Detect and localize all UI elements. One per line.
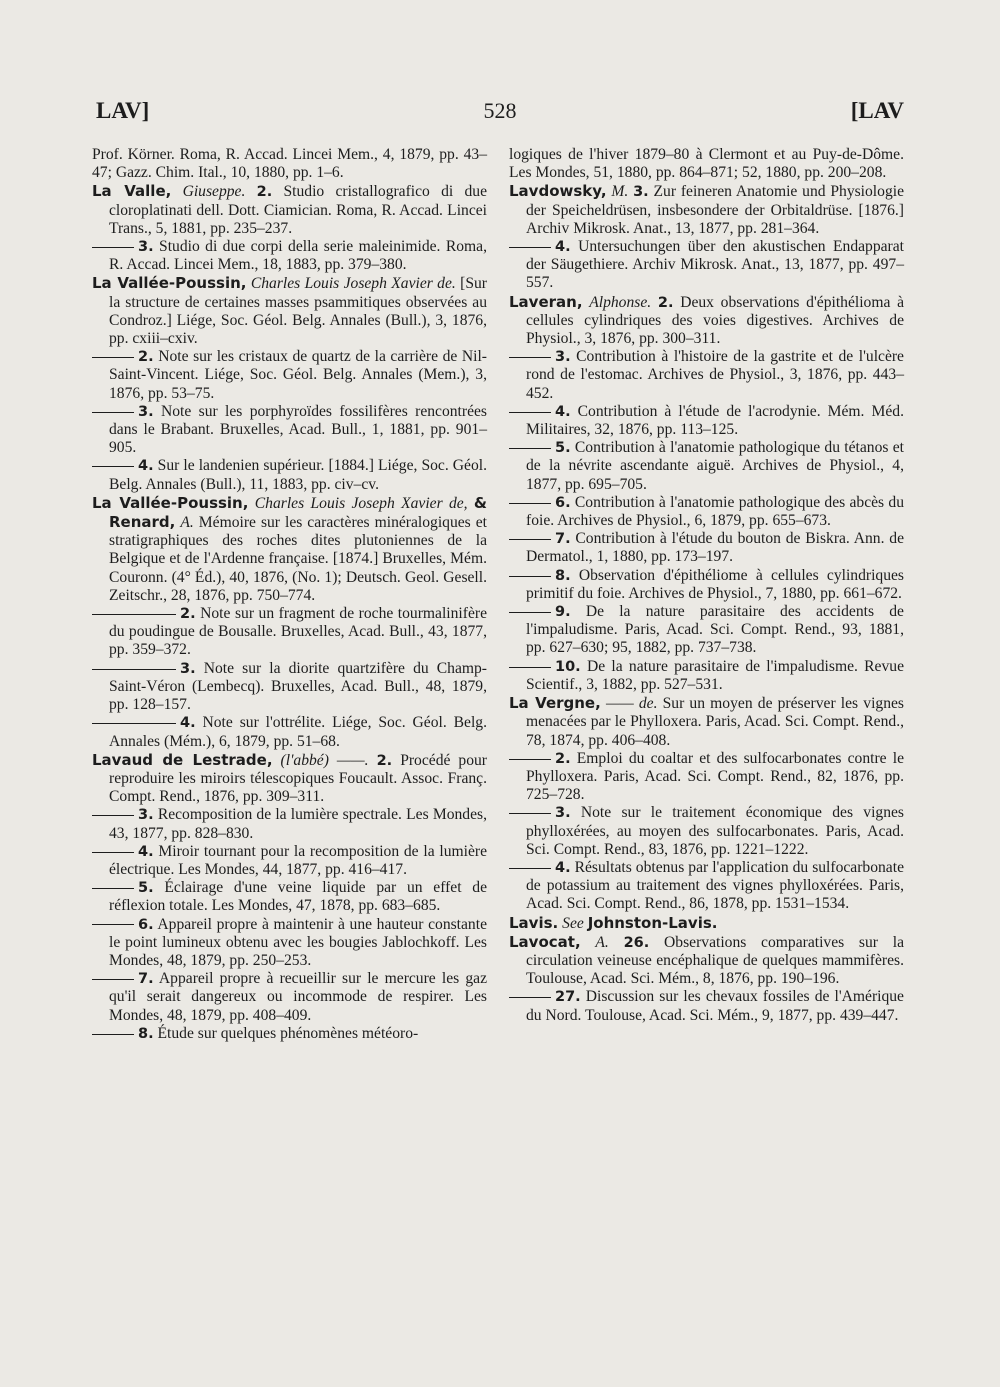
author-name: Lavdowsky,	[509, 182, 607, 201]
repeat-author-rule	[509, 412, 551, 413]
entry-text: Observations comparatives sur la circulation veineuse encéphalique de quelques mammifères. Toulouse, Acad. Sci. Mém., 8, 1876, pp. 190–196.	[526, 933, 904, 988]
entry-number: 2.	[555, 750, 571, 767]
entry-text: Note sur l'ottrélite. Liége, Soc. Géol. Belg. Annales (Mém.), 6, 1879, pp. 51–68.	[109, 714, 487, 750]
author-name: Lavis.	[509, 913, 559, 932]
author-given-name: M.	[611, 183, 629, 201]
author-name: Lavaud de Lestrade,	[92, 750, 273, 769]
repeat-author-rule	[92, 247, 134, 248]
author-given-name: Charles Louis Joseph Xavier de,	[254, 494, 468, 512]
bibliography-entry	[109, 238, 487, 274]
bibliography-entry	[526, 530, 904, 566]
bibliography-entry	[509, 182, 904, 238]
author-given-name: —— de.	[605, 695, 658, 713]
author-given-name: Giuseppe.	[182, 183, 246, 201]
entry-text: Studio di due corpi della serie maleinimide. Roma, R. Accad. Lincei Mem., 18, 1883, pp. 379–380.	[109, 238, 487, 274]
bibliography-entry	[526, 603, 904, 658]
author-name: Laveran,	[509, 292, 583, 311]
entry-number: 3.	[180, 660, 196, 677]
entry-text: Appareil propre à maintenir à une hauteur constante le point lumineux obtenu avec les bougies Jablochkoff. Les Mondes, 48, 1879, pp. 250–253.	[109, 915, 487, 969]
entry-text: Contribution à l'anatomie pathologique du tétanos et de la névrite ascendante aiguë. Archives de Physiol., 4, 1877, pp. 695–705.	[526, 439, 904, 493]
bibliography-entry	[526, 859, 904, 914]
entry-text: Contribution à l'étude du bouton de Biskra. Ann. de Dermatol., 1, 1880, pp. 173–197.	[526, 530, 904, 566]
repeat-author-rule	[92, 466, 134, 467]
entry-number: 6.	[138, 916, 154, 933]
coauthor-given-name: A.	[180, 514, 194, 532]
entry-number: 4.	[138, 843, 154, 860]
repeat-author-rule	[509, 247, 551, 248]
bibliography-entry	[526, 567, 904, 603]
entry-text: Discussion sur les chevaux fossiles de l'Amérique du Nord. Toulouse, Acad. Sci. Mém., 9, 1877, pp. 439–447.	[526, 988, 904, 1024]
entry-text: [Sur la structure de certaines masses psammitiques observées au Condroz.] Liége, Soc. Géol. Belg. Annales (Bull.), 3, 1876, pp. cxiii–cxiv.	[109, 275, 487, 348]
author-name: La Valle,	[92, 182, 172, 201]
bibliography-entry	[526, 804, 904, 859]
repeat-author-rule	[92, 614, 176, 615]
entry-text: Recomposition de la lumière spectrale. Les Mondes, 43, 1877, pp. 828–830.	[109, 806, 487, 842]
bibliography-entry	[509, 913, 904, 933]
entry-text: Note sur les porphyroïdes fossilifères rencontrées dans le Brabant. Bruxelles, Acad. Bull., 1, 1881, pp. 901–905.	[109, 402, 487, 457]
page-number: 528	[483, 98, 517, 123]
entry-number: 9.	[555, 604, 571, 621]
entry-number: 5.	[555, 440, 571, 457]
bibliography-entry	[109, 660, 487, 715]
bibliography-entry	[509, 146, 904, 182]
left-column	[92, 146, 487, 1043]
bibliography-entry	[92, 146, 487, 182]
bibliography-entry	[109, 714, 487, 750]
repeat-author-rule	[92, 1034, 134, 1035]
repeat-author-rule	[92, 888, 134, 889]
entry-number: 7.	[138, 971, 154, 988]
author-given-name: (l'abbé) ——.	[280, 751, 369, 769]
entry-text: Prof. Körner. Roma, R. Accad. Lincei Mem., 4, 1879, pp. 43–47; Gazz. Chim. Ital., 10, 1880, pp. 1–6.	[92, 146, 487, 182]
entry-number: 5.	[138, 880, 154, 897]
entry-number: 2.	[657, 294, 674, 311]
bibliography-entry	[109, 843, 487, 879]
bibliography-entry	[109, 916, 487, 971]
entry-text: Sur un moyen de préserver les vignes menacées par le Phylloxera. Paris, Acad. Sci. Compt. Rend., 78, 1874, pp. 406–408.	[526, 695, 904, 749]
entry-number: 2.	[138, 349, 154, 366]
repeat-author-rule	[509, 539, 551, 540]
repeat-author-rule	[92, 852, 134, 853]
entry-number: 4.	[138, 458, 154, 475]
bibliography-entry	[109, 403, 487, 458]
bibliography-entry	[109, 605, 487, 660]
bibliography-entry	[109, 970, 487, 1025]
entry-number: 2.	[256, 184, 273, 201]
entry-text: Note sur un fragment de roche tourmalinifère du poudingue de Bousalle. Bruxelles, Acad. Bull., 43, 1877, pp. 359–372.	[109, 605, 487, 659]
author-name: La Vergne,	[509, 694, 601, 713]
author-given-name: See	[562, 914, 584, 932]
author-name: La Vallée-Poussin,	[92, 274, 247, 293]
entry-text: Procédé pour reproduire les miroirs télescopiques Foucault. Assoc. Franç. Compt. Rend., 1876, pp. 309–311.	[109, 751, 487, 806]
bibliography-entry	[92, 182, 487, 238]
bibliography-entry	[92, 274, 487, 348]
entry-number: 2.	[376, 752, 393, 769]
repeat-author-rule	[92, 669, 176, 670]
entry-text: De la nature parasitaire des accidents de l'impaludisme. Paris, Acad. Sci. Compt. Rend., 93, 1881, pp. 627–630; 95, 1882, pp. 737–738.	[526, 603, 904, 657]
bibliography-entry	[109, 879, 487, 915]
entry-text: Contribution à l'anatomie pathologique des abcès du foie. Archives de Physiol., 6, 1879, pp. 655–673.	[526, 493, 904, 530]
entry-number: 8.	[138, 1025, 154, 1042]
running-head	[0, 98, 1000, 138]
bibliography-entry	[526, 750, 904, 805]
repeat-author-rule	[509, 868, 551, 869]
author-name: La Vallée-Poussin,	[92, 493, 249, 512]
bibliography-entry	[526, 348, 904, 403]
repeat-author-rule	[92, 412, 134, 413]
entry-text: Note sur la diorite quartzifère du Champ-Saint-Véron (Lembecq). Bruxelles, Acad. Bull., 48, 1879, pp. 128–157.	[109, 659, 487, 714]
entry-text: logiques de l'hiver 1879–80 à Clermont et au Puy-de-Dôme. Les Mondes, 51, 1880, pp. 864–871; 52, 1880, pp. 200–208.	[509, 146, 904, 182]
coauthor-name: Johnston-Lavis.	[587, 913, 718, 932]
bibliography-entry	[92, 493, 488, 605]
entry-text: Note sur le traitement économique des vignes phylloxérées, au moyen des sulfocarbonates. Paris, Acad. Sci. Compt. Rend., 83, 1876, pp. 1221–1222.	[526, 804, 904, 858]
entry-number: 26.	[623, 934, 650, 951]
repeat-author-rule	[509, 667, 551, 668]
entry-number: 7.	[555, 531, 571, 548]
entry-text: Note sur les cristaux de quartz de la carrière de Nil-Saint-Vincent. Liége, Soc. Géol. Belg. Annales (Mem.), 3, 1876, pp. 53–75.	[109, 348, 488, 402]
author-given-name: A.	[595, 933, 609, 951]
bibliography-entry	[526, 658, 904, 694]
bibliography-entry	[109, 457, 487, 493]
repeat-author-rule	[92, 924, 134, 925]
entry-number: 10.	[555, 658, 581, 675]
entry-text: Contribution à l'histoire de la gastrite et de l'ulcère rond de l'estomac. Archives de Physiol., 3, 1876, pp. 443–452.	[526, 348, 904, 402]
coauthor-name: & Renard,	[109, 493, 488, 532]
entry-number: 4.	[180, 715, 196, 732]
bibliography-entry	[509, 694, 904, 750]
bibliography-entry	[92, 750, 487, 807]
entry-text: Emploi du coaltar et des sulfocarbonates contre le Phylloxera. Paris, Acad. Sci. Compt. Rend., 82, 1876, pp. 725–728.	[526, 749, 904, 804]
author-given-name: Charles Louis Joseph Xavier de.	[250, 275, 456, 293]
repeat-author-rule	[92, 815, 134, 816]
entry-text: Éclairage d'une veine liquide par un effet de réflexion totale. Les Mondes, 47, 1878, pp. 683–685.	[109, 879, 487, 915]
bibliography-entry	[526, 988, 904, 1024]
entry-number: 8.	[555, 567, 571, 584]
bibliography-entry	[526, 439, 904, 494]
entry-text: Deux observations d'épithélioma à cellules cylindriques des voies digestives. Archives de Physiol., 3, 1876, pp. 300–311.	[526, 293, 905, 348]
running-head-left: LAV]	[96, 98, 150, 123]
repeat-author-rule	[92, 979, 134, 980]
entry-text: Résultats obtenus par l'application du sulfocarbonate de potassium au traitement des vignes phylloxérées. Paris, Acad. Sci. Compt. Rend., 86, 1878, pp. 1531–1534.	[526, 858, 904, 913]
repeat-author-rule	[509, 997, 551, 998]
entry-number: 3.	[633, 184, 649, 201]
bibliography-entry	[109, 1025, 487, 1043]
entry-number: 4.	[555, 403, 571, 420]
repeat-author-rule	[92, 357, 134, 358]
entry-number: 3.	[138, 807, 154, 824]
repeat-author-rule	[509, 612, 551, 613]
repeat-author-rule	[92, 723, 176, 724]
entry-text: Untersuchungen über den akustischen Endapparat der Säugethiere. Archiv Mikrosk. Anat., 13, 1877, pp. 497–557.	[526, 238, 904, 292]
entry-text: Étude sur quelques phénomènes météoro-	[157, 1024, 419, 1042]
bibliography-entry	[509, 932, 904, 989]
entry-text: Sur le landenien supérieur. [1884.] Liége, Soc. Géol. Belg. Annales (Bull.), 11, 1883, pp. civ–cv.	[109, 457, 487, 493]
bibliography-entry	[109, 348, 487, 403]
repeat-author-rule	[509, 759, 551, 760]
entry-text: Contribution à l'étude de l'acrodynie. Mém. Méd. Militaires, 32, 1876, pp. 113–125.	[526, 402, 904, 439]
entry-number: 3.	[138, 239, 154, 256]
entry-text: De la nature parasitaire de l'impaludisme. Revue Scientif., 3, 1882, pp. 527–531.	[526, 657, 904, 693]
entry-number: 3.	[555, 805, 571, 822]
repeat-author-rule	[509, 576, 551, 577]
entry-number: 6.	[555, 494, 571, 511]
entry-number: 4.	[555, 239, 571, 256]
entry-number: 27.	[555, 989, 581, 1006]
repeat-author-rule	[509, 813, 551, 814]
bibliography-entry	[526, 238, 904, 293]
entry-number: 4.	[555, 859, 571, 876]
entry-number: 3.	[138, 403, 154, 420]
running-head-right: [LAV	[850, 98, 904, 123]
bibliography-entry	[509, 292, 905, 349]
repeat-author-rule	[509, 503, 551, 504]
author-given-name: Alphonse.	[589, 293, 652, 311]
entry-text: Miroir tournant pour la recomposition de la lumière électrique. Les Mondes, 44, 1877, pp. 416–417.	[109, 842, 487, 878]
entry-number: 2.	[180, 606, 196, 623]
entry-text: Zur feineren Anatomie und Physiologie der Speicheldrüsen, insbesondere der Orbitaldrüse. [1876.] Archiv Mikrosk. Anat., 13, 1877, pp. 281–364.	[526, 183, 904, 237]
author-name: Lavocat,	[509, 932, 581, 951]
bibliography-entry	[526, 494, 904, 530]
entry-text: Observation d'épithéliome à cellules cylindriques primitif du foie. Archives de Physiol., 7, 1880, pp. 661–672.	[526, 566, 904, 602]
bibliography-entry	[526, 403, 904, 439]
right-column	[509, 146, 904, 1025]
entry-text: Mémoire sur les caractères minéralogiques et stratigraphiques des roches dites plutoniennes de la Belgique et de l'Ardenne française. [1874.] Bruxelles, Mém. Couronn. (4° Éd.), 40, 1876, (No. 1); Deutsch. Geol. Gesell. Zeitschr., 28, 1876, pp. 750–774.	[109, 514, 487, 604]
bibliography-entry	[109, 806, 487, 842]
entry-number: 3.	[555, 349, 571, 366]
entry-text: Studio cristallografico di due cloroplatinati dell. Dott. Ciamician. Roma, R. Accad. Lincei Trans., 5, 1881, pp. 235–237.	[109, 183, 487, 237]
entry-text: Appareil propre à recueillir sur le mercure les gaz qu'il serait dangereux ou incommode de respirer. Les Mondes, 48, 1879, pp. 408–409.	[109, 970, 487, 1024]
repeat-author-rule	[509, 448, 551, 449]
repeat-author-rule	[509, 357, 551, 358]
